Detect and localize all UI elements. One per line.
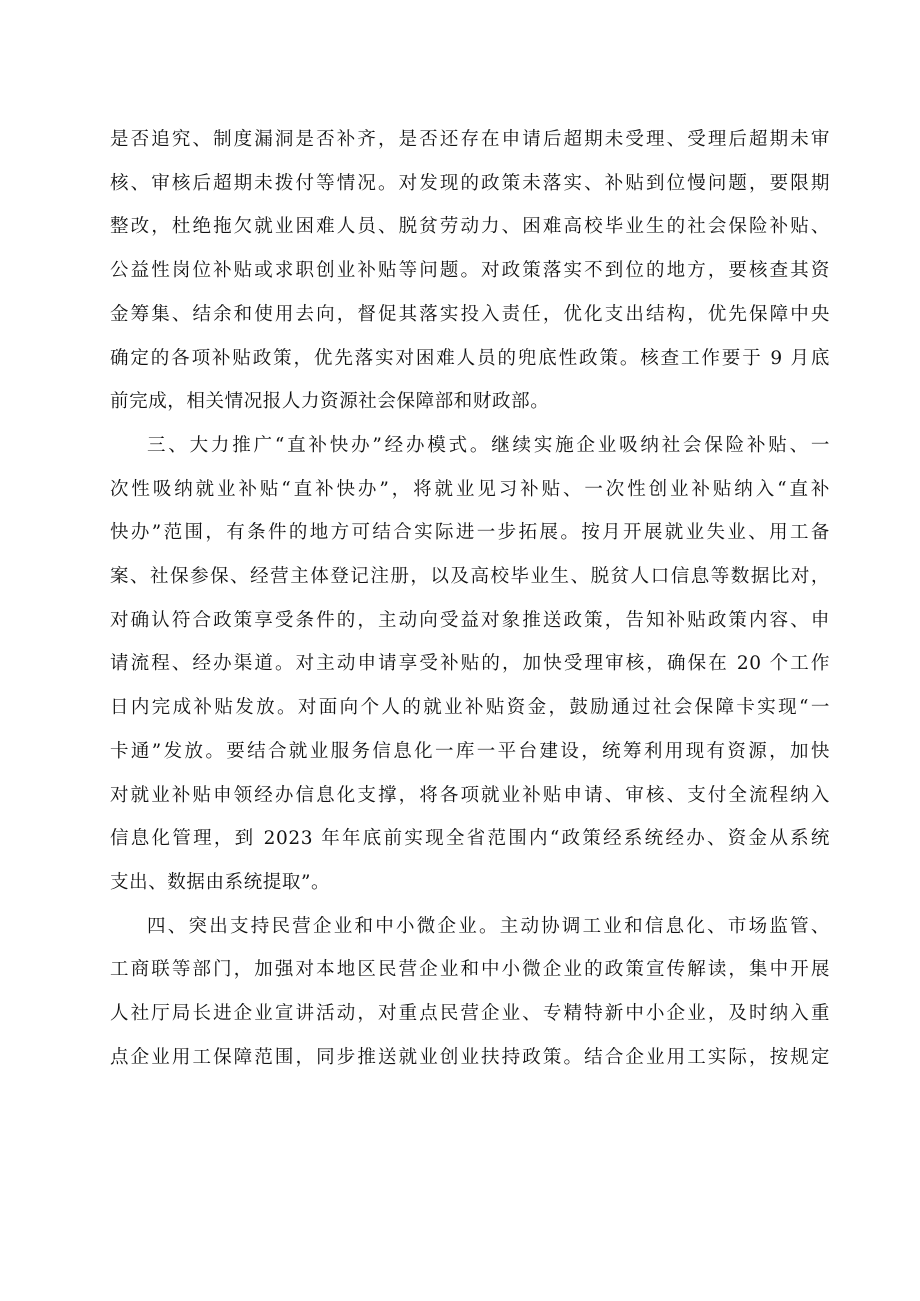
text-line: 次性吸纳就业补贴“直补快办”，将就业见习补贴、一次性创业补贴纳入“直补 <box>110 478 830 500</box>
text-line: 日内完成补贴发放。对面向个人的就业补贴资金，鼓励通过社会保障卡实现“一 <box>110 697 830 719</box>
text-line: 点企业用工保障范围，同步推送就业创业扶持政策。结合企业用工实际，按规定 <box>110 1046 830 1068</box>
text-line: 前完成，相关情况报人力资源社会保障部和财政部。 <box>110 391 550 413</box>
document-body <box>110 118 830 1079</box>
text-line: 金筹集、结余和使用去向，督促其落实投入责任，优化支出结构，优先保障中央 <box>110 303 830 325</box>
text-line: 案、社保参保、经营主体登记注册，以及高校毕业生、脱贫人口信息等数据比对， <box>110 566 830 588</box>
text-line: 对就业补贴申领经办信息化支撑，将各项就业补贴申请、审核、支付全流程纳入 <box>110 784 830 806</box>
text-line: 信息化管理，到 2023 年年底前实现全省范围内“政策经系统经办、资金从系统 <box>110 828 830 850</box>
text-line: 卡通”发放。要结合就业服务信息化一库一平台建设，统筹利用现有资源，加快 <box>110 740 830 762</box>
text-line: 确定的各项补贴政策，优先落实对困难人员的兜底性政策。核查工作要于 9 月底 <box>110 347 830 369</box>
paragraph-section-3 <box>110 424 830 905</box>
text-line: 支出、数据由系统提取”。 <box>110 871 331 893</box>
paragraph-section-4 <box>110 905 830 1080</box>
text-line: 请流程、经办渠道。对主动申请享受补贴的，加快受理审核，确保在 20 个工作 <box>110 653 830 675</box>
text-line: 核、审核后超期未拨付等情况。对发现的政策未落实、补贴到位慢问题，要限期 <box>110 172 830 194</box>
text-line: 四、突出支持民营企业和中小微企业。主动协调工业和信息化、市场监管、 <box>147 915 830 937</box>
text-line: 人社厅局长进企业宣讲活动，对重点民营企业、专精特新中小企业，及时纳入重 <box>110 1003 830 1025</box>
text-line: 快办”范围，有条件的地方可结合实际进一步拓展。按月开展就业失业、用工备 <box>110 522 830 544</box>
text-line: 对确认符合政策享受条件的，主动向受益对象推送政策，告知补贴政策内容、申 <box>110 609 830 631</box>
paragraph-continued <box>110 118 830 424</box>
text-line: 整改，杜绝拖欠就业困难人员、脱贫劳动力、困难高校毕业生的社会保险补贴、 <box>110 216 830 238</box>
text-line: 三、大力推广“直补快办”经办模式。继续实施企业吸纳社会保险补贴、一 <box>147 434 830 456</box>
text-line: 是否追究、制度漏洞是否补齐，是否还存在申请后超期未受理、受理后超期未审 <box>110 129 830 150</box>
text-line: 公益性岗位补贴或求职创业补贴等问题。对政策落实不到位的地方，要核查其资 <box>110 260 830 282</box>
text-line: 工商联等部门，加强对本地区民营企业和中小微企业的政策宣传解读，集中开展 <box>110 959 830 981</box>
